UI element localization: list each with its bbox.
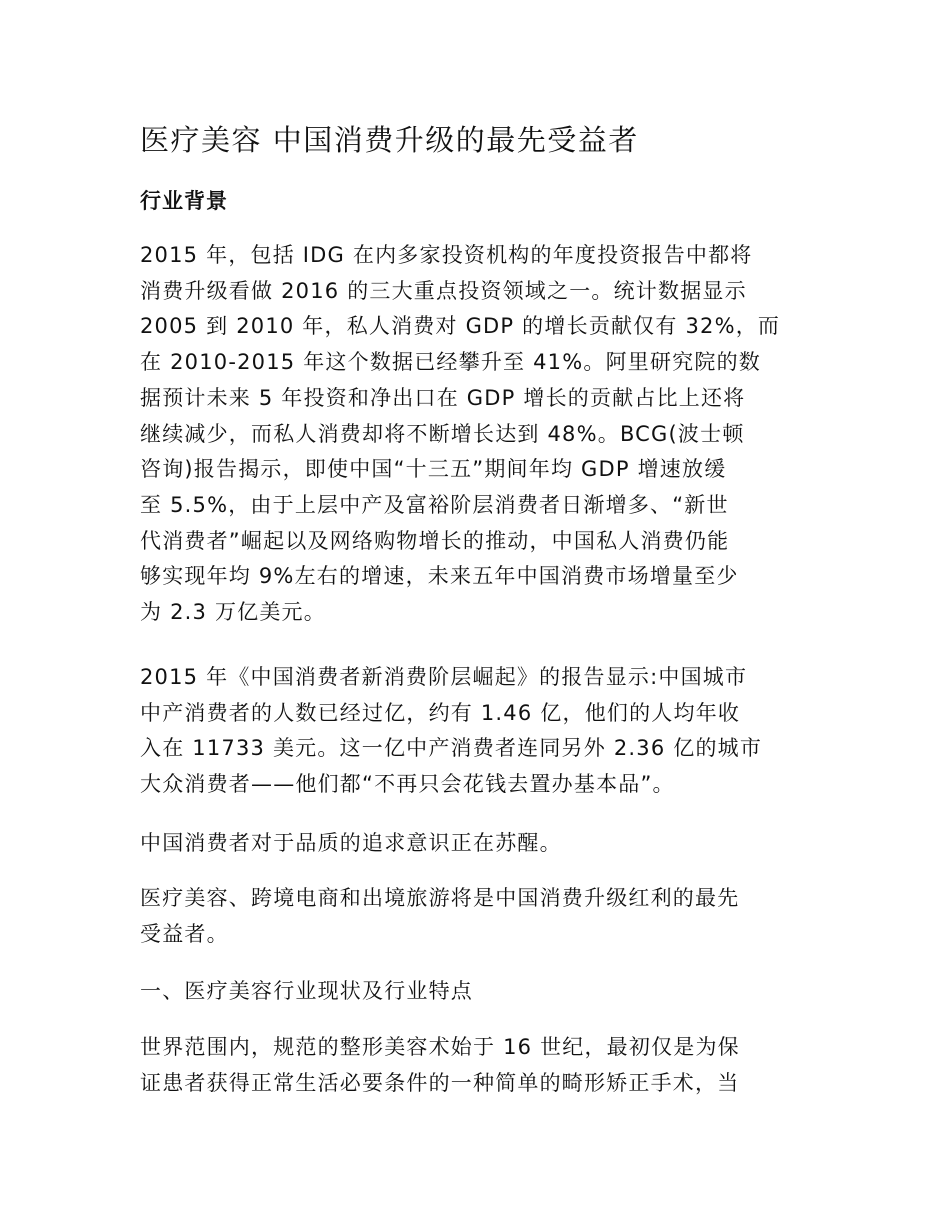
paragraph-line: 证患者获得正常生活必要条件的一种简单的畸形矫正手术，当 — [140, 1070, 740, 1095]
paragraph-history — [140, 1030, 810, 1101]
paragraph-beneficiaries — [140, 881, 810, 952]
paragraph-line: 世界范围内，规范的整形美容术始于 16 世纪，最初仅是为保 — [140, 1035, 740, 1059]
paragraph-line: 2015 年，包括 IDG 在内多家投资机构的年度投资报告中都将 — [140, 243, 753, 267]
paragraph-line: 代消费者”崛起以及网络购物增长的推动，中国私人消费仍能 — [140, 528, 730, 553]
paragraph-line: 咨询)报告揭示，即使中国“十三五”期间年均 GDP 增速放缓 — [140, 457, 727, 482]
paragraph-line: 够实现年均 9%左右的增速，未来五年中国消费市场增量至少 — [140, 564, 739, 589]
paragraph-line: 医疗美容、跨境电商和出境旅游将是中国消费升级红利的最先 — [140, 886, 740, 910]
paragraph-consumption-upgrade — [140, 238, 810, 631]
paragraph-line: 据预计未来 5 年投资和净出口在 GDP 增长的贡献占比上还将 — [140, 385, 746, 410]
paragraph-line: 受益者。 — [140, 921, 229, 946]
paragraph-line: 中国消费者对于品质的追求意识正在苏醒。 — [140, 831, 562, 855]
paragraph-line: 2015 年《中国消费者新消费阶层崛起》的报告显示:中国城市 — [140, 665, 748, 689]
paragraph-line: 入在 11733 美元。这一亿中产消费者连同另外 2.36 亿的城市 — [140, 736, 763, 761]
paragraph-line: 为 2.3 万亿美元。 — [140, 600, 326, 625]
subsection-heading — [140, 974, 810, 1010]
paragraph-line: 消费升级看做 2016 的三大重点投资领域之一。统计数据显示 — [140, 278, 747, 303]
paragraph-line: 在 2010-2015 年这个数据已经攀升至 41%。阿里研究院的数 — [140, 350, 761, 375]
section-heading: 行业背景 — [140, 189, 228, 213]
paragraph-line: 一、医疗美容行业现状及行业特点 — [140, 979, 473, 1003]
paragraph-line: 至 5.5%，由于上层中产及富裕阶层消费者日渐增多、“新世 — [140, 492, 729, 517]
paragraph-line: 大众消费者——他们都“不再只会花钱去置办基本品”。 — [140, 772, 675, 797]
paragraph-line: 2005 到 2010 年，私人消费对 GDP 的增长贡献仅有 32%，而 — [140, 314, 781, 339]
paragraph-line: 中产消费者的人数已经过亿，约有 1.46 亿，他们的人均年收 — [140, 700, 741, 725]
paragraph-line: 继续减少，而私人消费却将不断增长达到 48%。BCG(波士顿 — [140, 421, 745, 446]
paragraph-middle-class-report — [140, 660, 810, 803]
document-title: 医疗美容 中国消费升级的最先受益者 — [140, 123, 639, 157]
paragraph-quality-awareness — [140, 826, 810, 862]
